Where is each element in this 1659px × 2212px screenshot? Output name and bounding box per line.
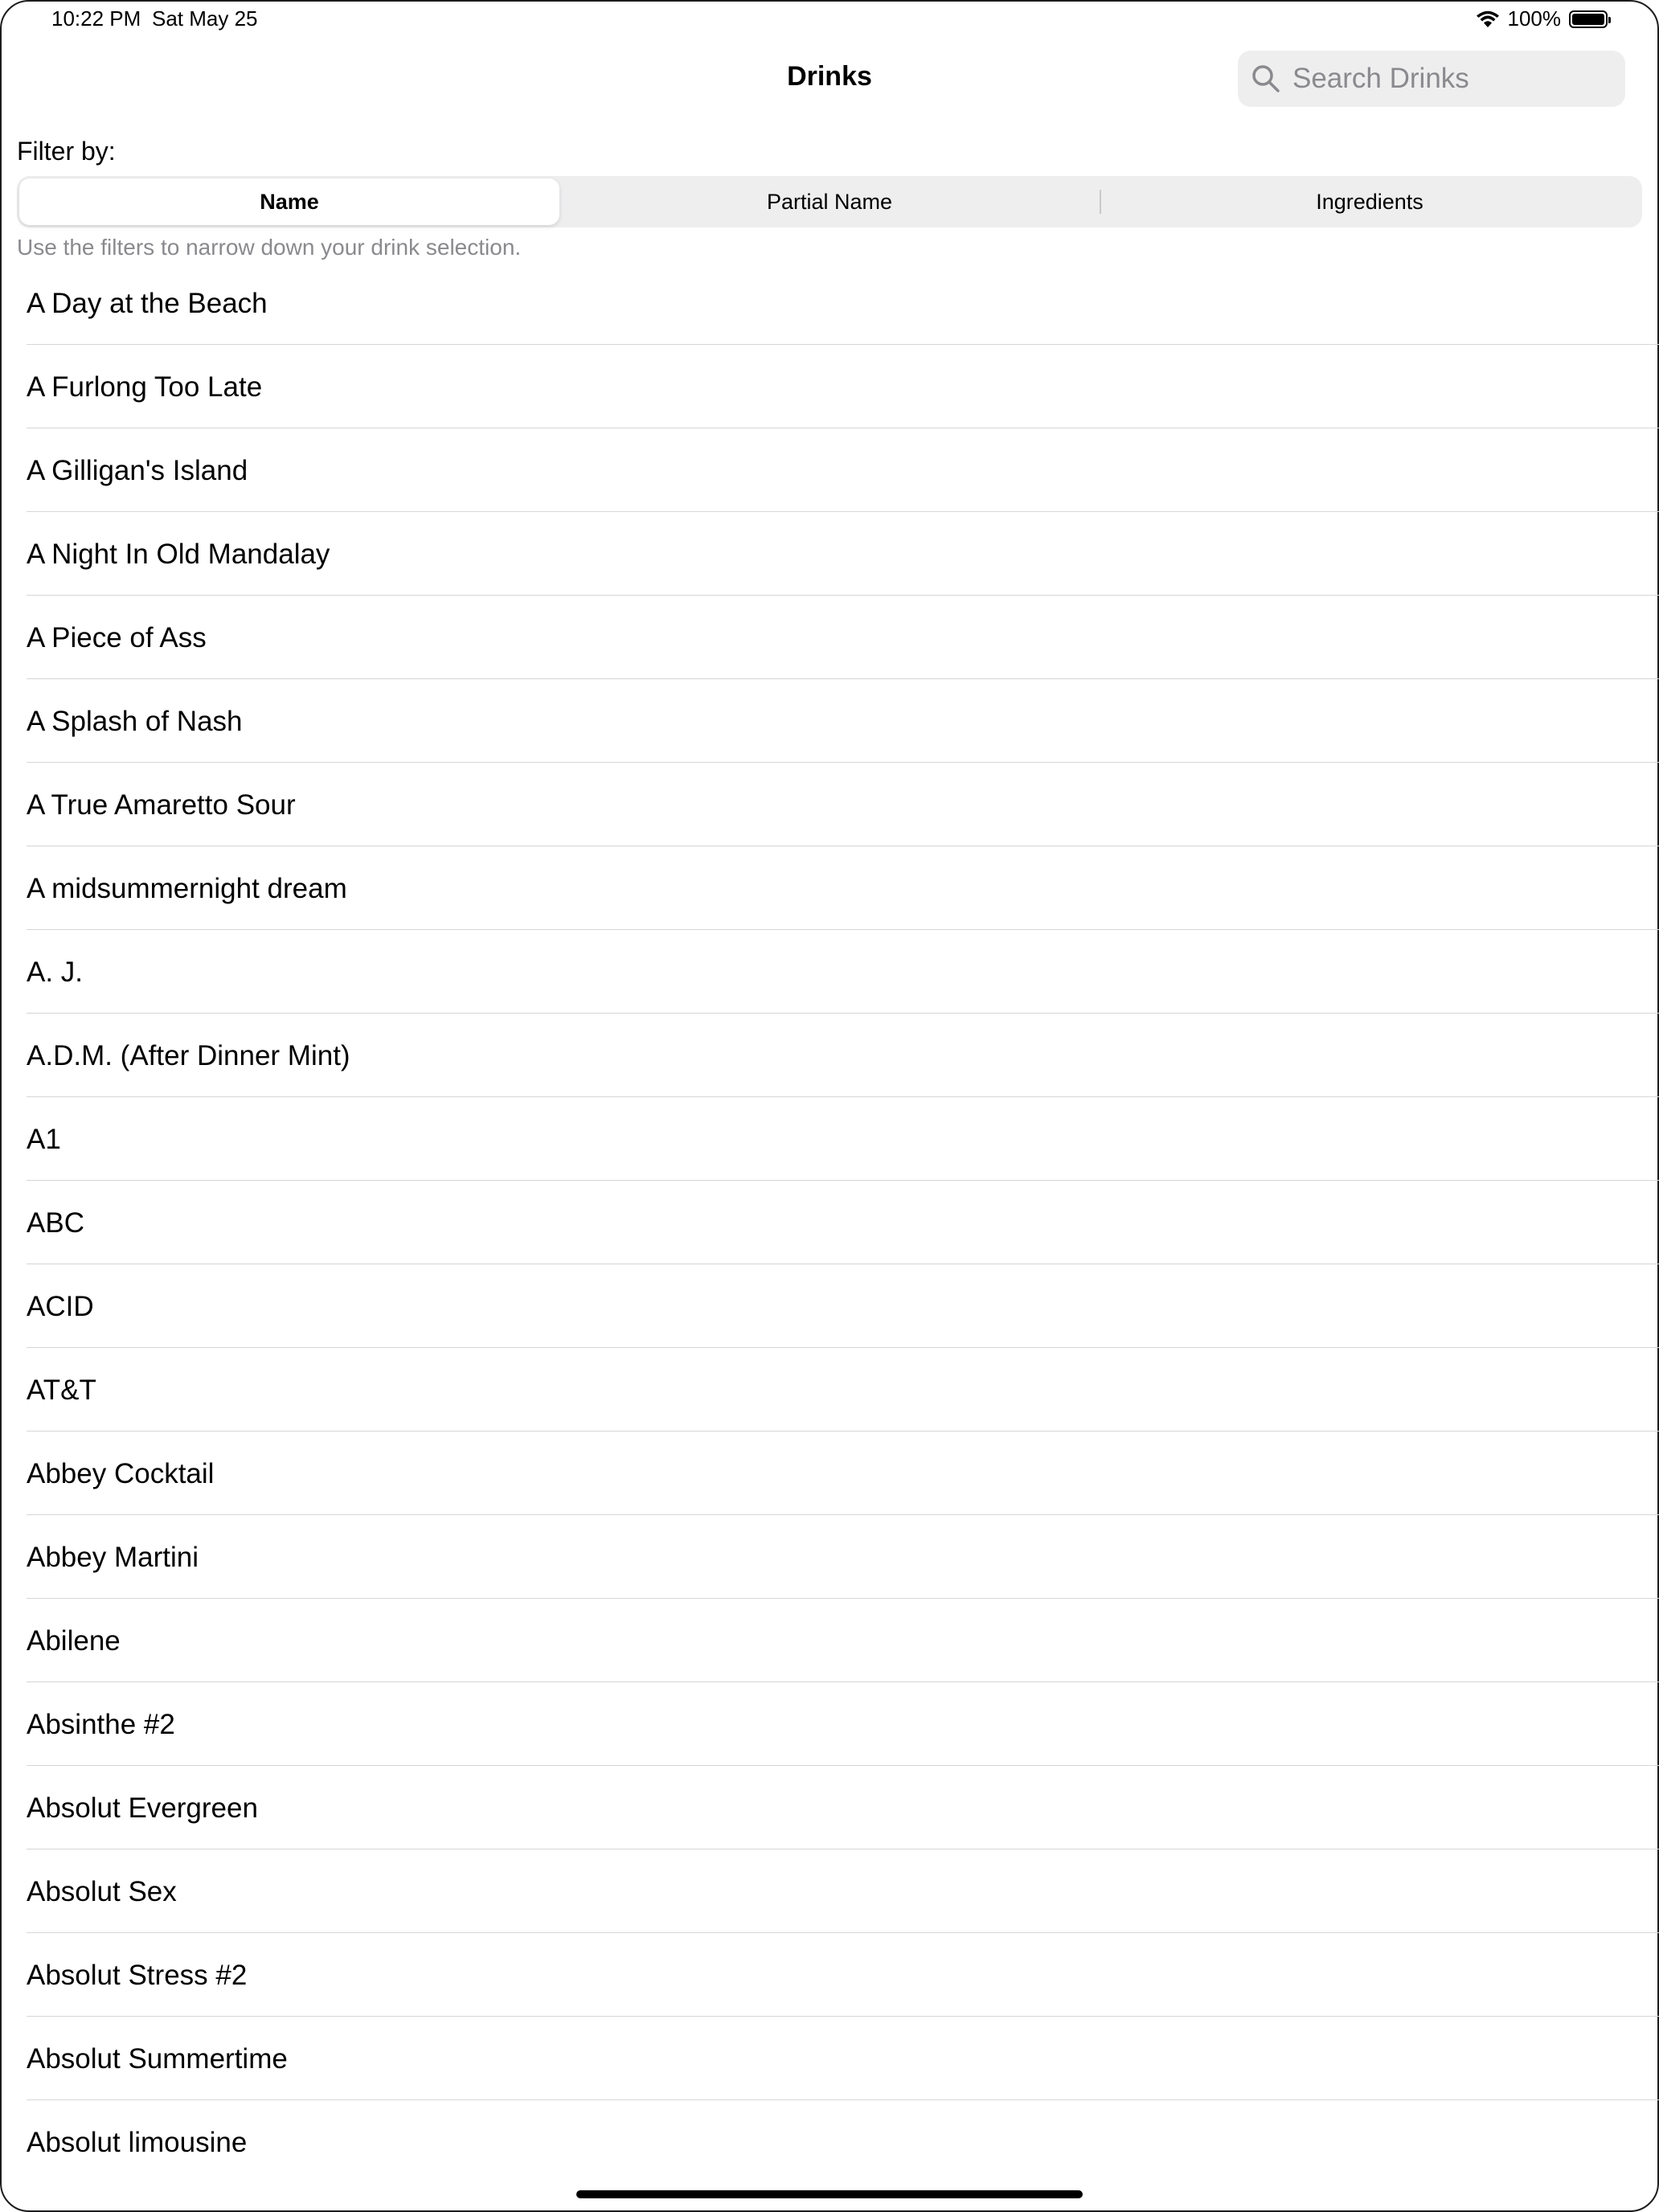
list-item[interactable]: Absolut limousine <box>27 2100 1659 2182</box>
list-item[interactable]: A Night In Old Mandalay <box>27 512 1659 596</box>
list-item[interactable]: A.D.M. (After Dinner Mint) <box>27 1014 1659 1097</box>
list-item[interactable]: Abbey Martini <box>27 1515 1659 1599</box>
battery-full-icon <box>1569 10 1608 28</box>
list-item[interactable]: A Piece of Ass <box>27 596 1659 679</box>
wifi-icon <box>1476 10 1500 29</box>
list-item[interactable]: A Gilligan's Island <box>27 428 1659 512</box>
magnifying-glass-icon <box>1251 63 1281 94</box>
search-input[interactable] <box>1291 62 1616 96</box>
status-date: Sat May 25 <box>152 6 258 31</box>
list-item[interactable]: Absolut Evergreen <box>27 1766 1659 1849</box>
page-title: Drinks <box>787 61 872 92</box>
list-item[interactable]: Abbey Cocktail <box>27 1432 1659 1515</box>
status-bar <box>0 0 1659 39</box>
list-item[interactable]: A1 <box>27 1097 1659 1181</box>
battery-percent: 100% <box>1507 6 1561 31</box>
segment-partial-name[interactable]: Partial Name <box>766 189 893 214</box>
list-item[interactable]: A Splash of Nash <box>27 679 1659 763</box>
list-item[interactable]: Absolut Sex <box>27 1849 1659 1933</box>
drink-list[interactable] <box>0 261 1659 2182</box>
list-item[interactable]: Absinthe #2 <box>27 1682 1659 1766</box>
list-item[interactable]: A True Amaretto Sour <box>27 763 1659 846</box>
status-time: 10:22 PM <box>51 6 141 31</box>
segment-ingredients[interactable]: Ingredients <box>1100 178 1640 225</box>
list-item[interactable]: Absolut Stress #2 <box>27 1933 1659 2017</box>
list-item[interactable]: ABC <box>27 1181 1659 1264</box>
list-item[interactable]: Absolut Summertime <box>27 2017 1659 2100</box>
filter-segmented-control[interactable] <box>17 176 1642 227</box>
home-indicator[interactable] <box>576 2190 1083 2198</box>
search-field[interactable] <box>1238 51 1625 107</box>
segment-name[interactable]: Name <box>19 178 559 225</box>
filter-helper-text: Use the filters to narrow down your drink selection. <box>17 235 522 260</box>
list-item[interactable]: AT&T <box>27 1348 1659 1432</box>
filter-label: Filter by: <box>17 137 116 166</box>
list-item[interactable]: ACID <box>27 1264 1659 1348</box>
status-indicators <box>1476 6 1608 31</box>
list-item[interactable]: A. J. <box>27 930 1659 1014</box>
list-item[interactable]: A midsummernight dream <box>27 846 1659 930</box>
list-item[interactable]: A Furlong Too Late <box>27 345 1659 428</box>
list-item[interactable]: Abilene <box>27 1599 1659 1682</box>
list-item[interactable]: A Day at the Beach <box>27 261 1659 345</box>
